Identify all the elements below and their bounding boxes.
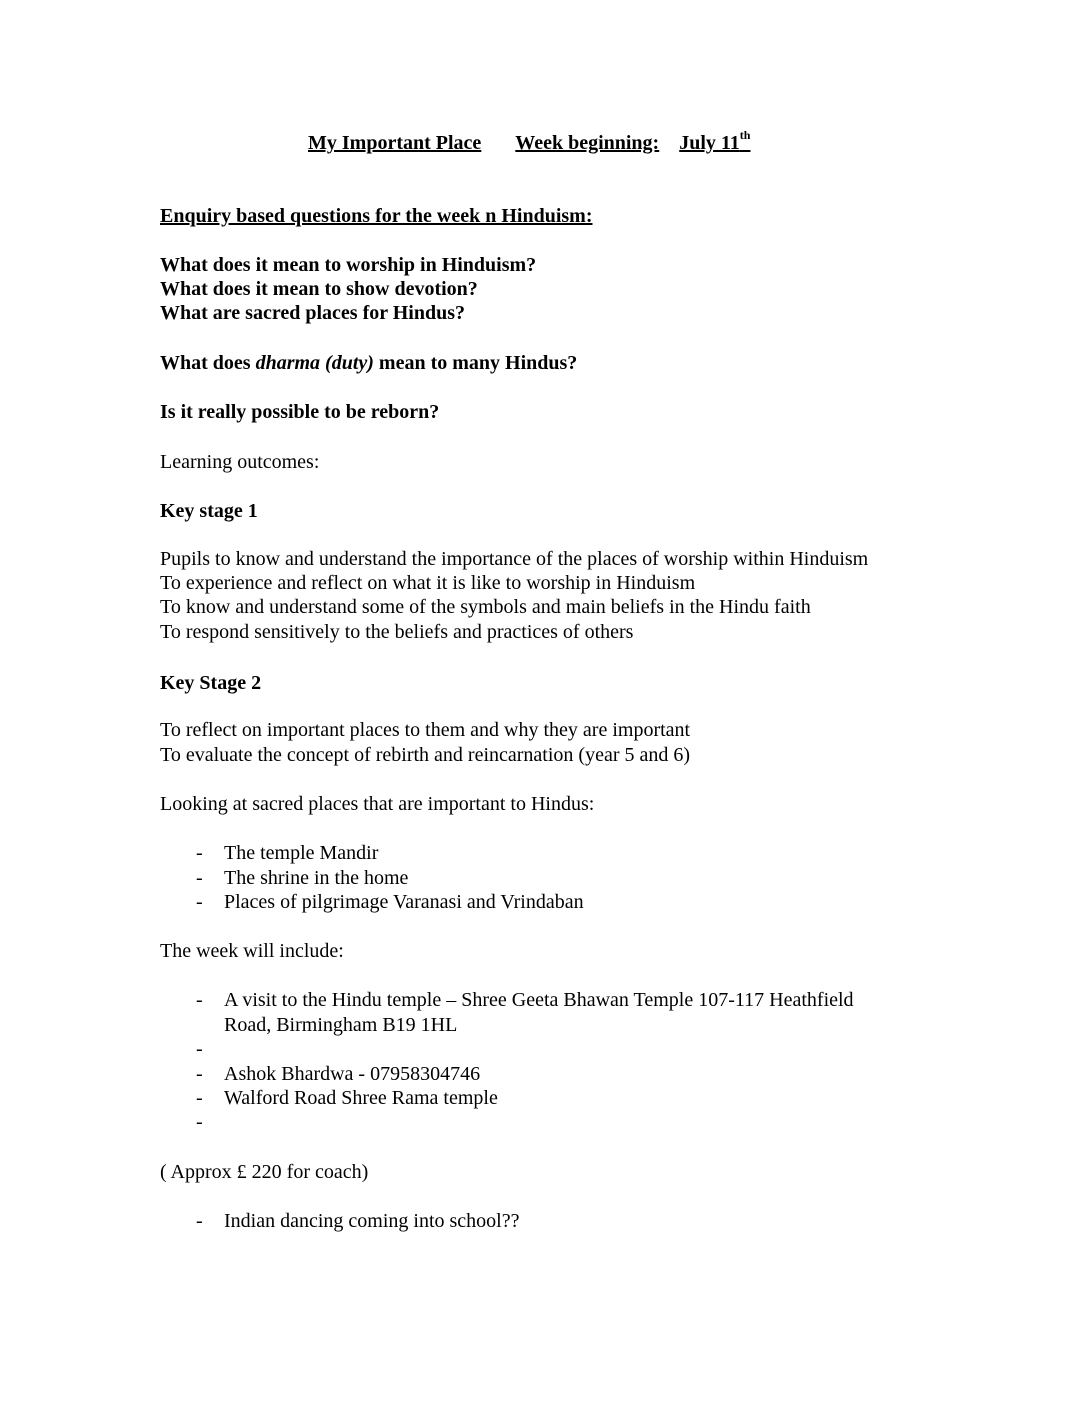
dharma-term: dharma (duty) [255, 352, 374, 374]
question-devotion: What does it mean to show devotion? [160, 278, 478, 300]
list-bullet: - [196, 989, 203, 1011]
list-bullet: - [196, 867, 203, 889]
learning-outcomes-label: Learning outcomes: [160, 451, 320, 473]
list-item: The temple Mandir [224, 842, 379, 864]
question-sacred-places: What are sacred places for Hindus? [160, 302, 466, 324]
list-item-contact: Ashok Bhardwa - 07958304746 [224, 1063, 481, 1085]
question-worship: What does it mean to worship in Hinduism? [160, 254, 537, 276]
dharma-pre: What does [160, 352, 256, 374]
list-bullet: - [196, 891, 203, 913]
week-include-intro: The week will include: [160, 940, 344, 962]
ks1-line: To experience and reflect on what it is like to worship in Hinduism [160, 572, 696, 594]
ks2-line: To evaluate the concept of rebirth and reincarnation (year 5 and 6) [160, 744, 691, 766]
page-title [308, 128, 751, 155]
week-date: July 11 [679, 132, 740, 154]
title-label: My Important Place [308, 132, 482, 154]
list-bullet: - [196, 1210, 203, 1232]
list-item-dancing: Indian dancing coming into school?? [224, 1210, 520, 1232]
list-bullet: - [196, 842, 203, 864]
ks2-line: To reflect on important places to them and why they are important [160, 719, 691, 741]
ks1-line: To respond sensitively to the beliefs and practices of others [160, 621, 634, 643]
sacred-places-intro: Looking at sacred places that are important to Hindus: [160, 793, 595, 815]
ks2-heading: Key Stage 2 [160, 672, 262, 694]
list-item-walford: Walford Road Shree Rama temple [224, 1087, 498, 1109]
list-bullet: - [196, 1063, 203, 1085]
enquiry-heading: Enquiry based questions for the week n Hinduism: [160, 205, 593, 227]
list-item: The shrine in the home [224, 867, 409, 889]
list-bullet: - [196, 1087, 203, 1109]
list-item: Places of pilgrimage Varanasi and Vrindaban [224, 891, 584, 913]
question-reborn: Is it really possible to be reborn? [160, 401, 440, 423]
ks1-line: To know and understand some of the symbols and main beliefs in the Hindu faith [160, 596, 811, 618]
list-bullet: - [196, 1111, 203, 1133]
ks1-line: Pupils to know and understand the importance of the places of worship within Hinduism [160, 548, 869, 570]
list-item-visit-address: Road, Birmingham B19 1HL [224, 1014, 458, 1036]
ks1-heading: Key stage 1 [160, 500, 258, 522]
list-item-visit: A visit to the Hindu temple – Shree Geeta Bhawan Temple 107-117 Heathfield [224, 989, 854, 1011]
dharma-post: mean to many Hindus? [373, 352, 578, 374]
coach-note: ( Approx £ 220 for coach) [160, 1161, 369, 1183]
list-bullet: - [196, 1038, 203, 1060]
week-label: Week beginning: [515, 132, 660, 154]
question-dharma [160, 351, 577, 375]
week-date-suffix: th [739, 128, 751, 143]
